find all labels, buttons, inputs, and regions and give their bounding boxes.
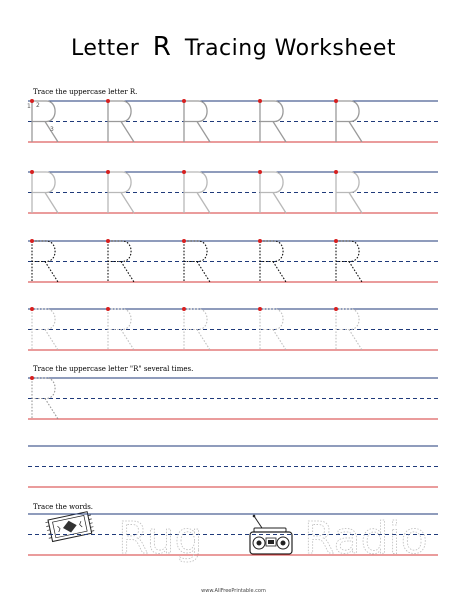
trace-word-radio: Radio (304, 513, 428, 564)
trace-letter-r (32, 309, 58, 350)
start-dot (30, 307, 34, 311)
trace-word-rug: Rug (118, 513, 203, 564)
start-dot (106, 307, 110, 311)
title-prefix: Letter (71, 36, 140, 61)
start-dot (106, 170, 110, 174)
start-dot (30, 239, 34, 243)
trace-letter-r (32, 378, 58, 419)
start-dot (258, 307, 262, 311)
title-letter: R (152, 32, 172, 62)
start-dot (334, 307, 338, 311)
start-dot (258, 239, 262, 243)
start-dot (258, 170, 262, 174)
stroke-number: 1 (27, 103, 31, 110)
stroke-number: 3 (50, 126, 54, 133)
trace-letter-r (108, 241, 134, 282)
stroke-number: 2 (36, 102, 40, 109)
start-dot (334, 99, 338, 103)
start-dot (182, 239, 186, 243)
start-dot (182, 307, 186, 311)
rug-picture (45, 511, 95, 542)
radio-picture (250, 515, 292, 554)
start-dot (106, 99, 110, 103)
footer-url: www.AllFreePrintable.com (201, 588, 266, 594)
start-dot (30, 376, 34, 380)
start-dot (30, 170, 34, 174)
trace-letter-r (32, 172, 58, 213)
start-dot (182, 99, 186, 103)
trace-letter-r (108, 309, 134, 350)
start-dot (334, 239, 338, 243)
title-suffix: Tracing Worksheet (184, 36, 396, 61)
start-dot (258, 99, 262, 103)
trace-letter-r (108, 101, 134, 142)
instruction-section-3: Trace the words. (33, 503, 94, 511)
start-dot (106, 239, 110, 243)
instruction-section-2: Trace the uppercase letter "R" several times. (33, 365, 194, 373)
start-dot (182, 170, 186, 174)
start-dot (334, 170, 338, 174)
trace-letter-r (32, 241, 58, 282)
instruction-section-1: Trace the uppercase letter R. (33, 88, 138, 96)
trace-letter-r (108, 172, 134, 213)
